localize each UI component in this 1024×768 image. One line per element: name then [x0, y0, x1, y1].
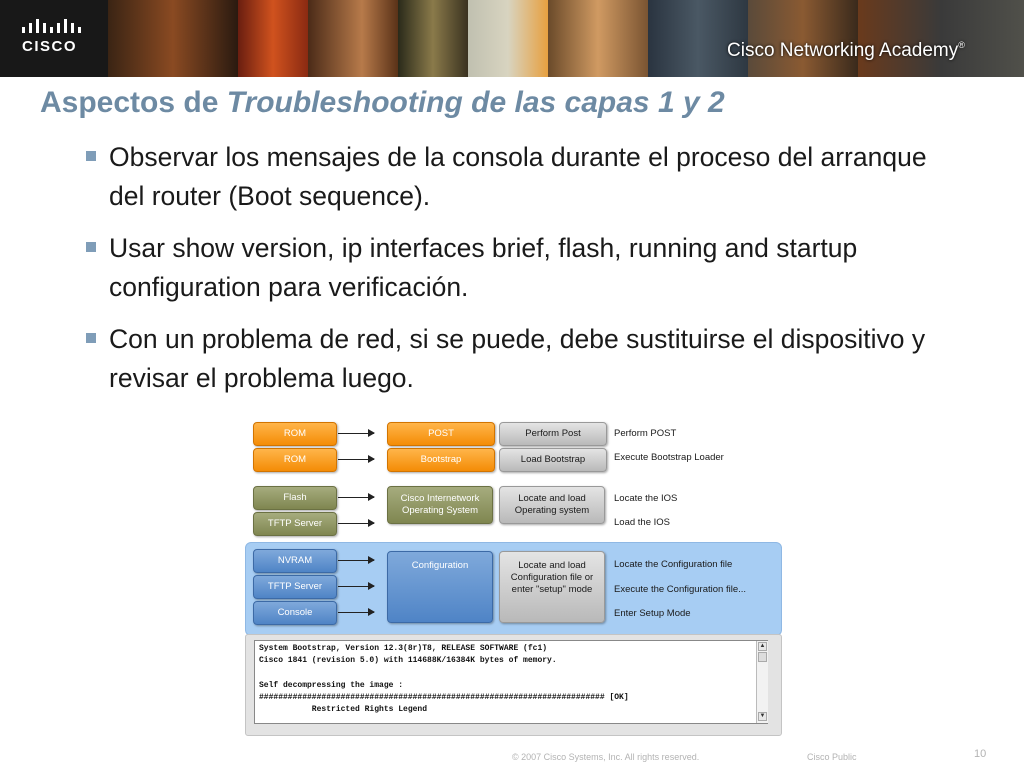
- step-load-bootstrap: Load Bootstrap: [499, 448, 607, 472]
- scroll-thumb[interactable]: [758, 652, 767, 662]
- target-configuration: [387, 551, 493, 623]
- academy-brand: [727, 40, 965, 62]
- arrow-icon: [338, 433, 374, 434]
- source-flash: Flash: [253, 486, 337, 510]
- source-nvram: NVRAM: [253, 549, 337, 573]
- bullet-square-icon: [86, 151, 96, 161]
- banner-photo: [468, 0, 548, 77]
- desc-load-ios: Load the IOS: [614, 517, 670, 528]
- target-post: POST: [387, 422, 495, 446]
- console-line: [259, 667, 763, 679]
- arrow-icon: [338, 586, 374, 587]
- bullet-text: Con un problema de red, si se puede, debe sustituirse el dispositivo y revisar el problema luego.: [109, 324, 926, 393]
- bullet-item: [84, 138, 954, 216]
- desc-locate-config: Locate the Configuration file: [614, 559, 733, 570]
- banner-photo: [548, 0, 648, 77]
- desc-execute-bootstrap: Execute Bootstrap Loader: [614, 452, 724, 463]
- source-rom-post: ROM: [253, 422, 337, 446]
- desc-locate-ios: Locate the IOS: [614, 493, 678, 504]
- bullet-square-icon: [86, 242, 96, 252]
- bullet-text: Observar los mensajes de la consola durante el proceso del arranque del router (Boot sequence).: [109, 142, 927, 211]
- header-banner: [0, 0, 1024, 77]
- step-locate-config: Locate and load Configuration file or enter "setup" mode: [499, 551, 605, 623]
- scroll-down-icon[interactable]: ▼: [759, 713, 766, 719]
- bullet-item: [84, 229, 954, 307]
- console-line: Cisco 1841 (revision 5.0) with 114688K/16384K bytes of memory.: [259, 656, 557, 666]
- source-tftp-ios: TFTP Server: [253, 512, 337, 536]
- slide-title: [40, 86, 725, 120]
- target-bootstrap: Bootstrap: [387, 448, 495, 472]
- target-ios: Cisco Internetwork Operating System: [387, 486, 493, 524]
- arrow-icon: [338, 497, 374, 498]
- desc-execute-config: Execute the Configuration file...: [614, 584, 747, 595]
- source-tftp-config: TFTP Server: [253, 575, 337, 599]
- scroll-up-icon[interactable]: ▲: [759, 643, 766, 649]
- step-locate-os: Locate and load Operating system: [499, 486, 605, 524]
- copyright-notice: © 2007 Cisco Systems, Inc. All rights reserved.: [512, 752, 700, 762]
- console-line: ######################################################################## [OK]: [259, 692, 629, 702]
- cisco-wordmark: CISCO: [22, 38, 78, 55]
- bullet-text: Usar show version, ip interfaces brief, flash, running and startup configuration para verificación.: [109, 233, 858, 302]
- bullet-item: [84, 320, 954, 398]
- boot-sequence-diagram: [243, 416, 783, 736]
- banner-photo: [398, 0, 468, 77]
- console-line: Self decompressing the image :: [259, 680, 404, 690]
- page-number: 10: [974, 748, 987, 760]
- target-configuration-label: Configuration: [411, 560, 469, 571]
- registered-mark: ®: [958, 40, 965, 50]
- arrow-icon: [338, 459, 374, 460]
- console-scrollbar[interactable]: [756, 641, 768, 723]
- source-console: Console: [253, 601, 337, 625]
- step-perform-post: Perform Post: [499, 422, 607, 446]
- arrow-icon: [338, 560, 374, 561]
- console-line: Restricted Rights Legend: [259, 705, 428, 715]
- title-italic: Troubleshooting de las capas 1 y 2: [226, 86, 725, 119]
- banner-photo: [308, 0, 398, 77]
- title-prefix: Aspectos de: [40, 86, 227, 119]
- console-line: System Bootstrap, Version 12.3(8r)T8, RELEASE SOFTWARE (fc1): [259, 644, 548, 653]
- desc-perform-post: Perform POST: [614, 428, 677, 439]
- classification-label: Cisco Public: [807, 752, 857, 762]
- banner-photo: [108, 0, 238, 77]
- desc-setup-mode: Enter Setup Mode: [614, 608, 691, 619]
- source-rom-bootstrap: ROM: [253, 448, 337, 472]
- arrow-icon: [338, 523, 374, 524]
- academy-name: Cisco Networking Academy: [727, 40, 959, 61]
- console-output[interactable]: [254, 640, 768, 724]
- bullet-list: [84, 138, 954, 411]
- arrow-icon: [338, 612, 374, 613]
- banner-photo: [238, 0, 308, 77]
- bullet-square-icon: [86, 333, 96, 343]
- cisco-logo: [0, 0, 108, 77]
- banner-photo: [748, 0, 858, 77]
- banner-photo: [648, 0, 748, 77]
- banner-photo: [858, 0, 1024, 77]
- cisco-bridge-icon: [22, 19, 86, 35]
